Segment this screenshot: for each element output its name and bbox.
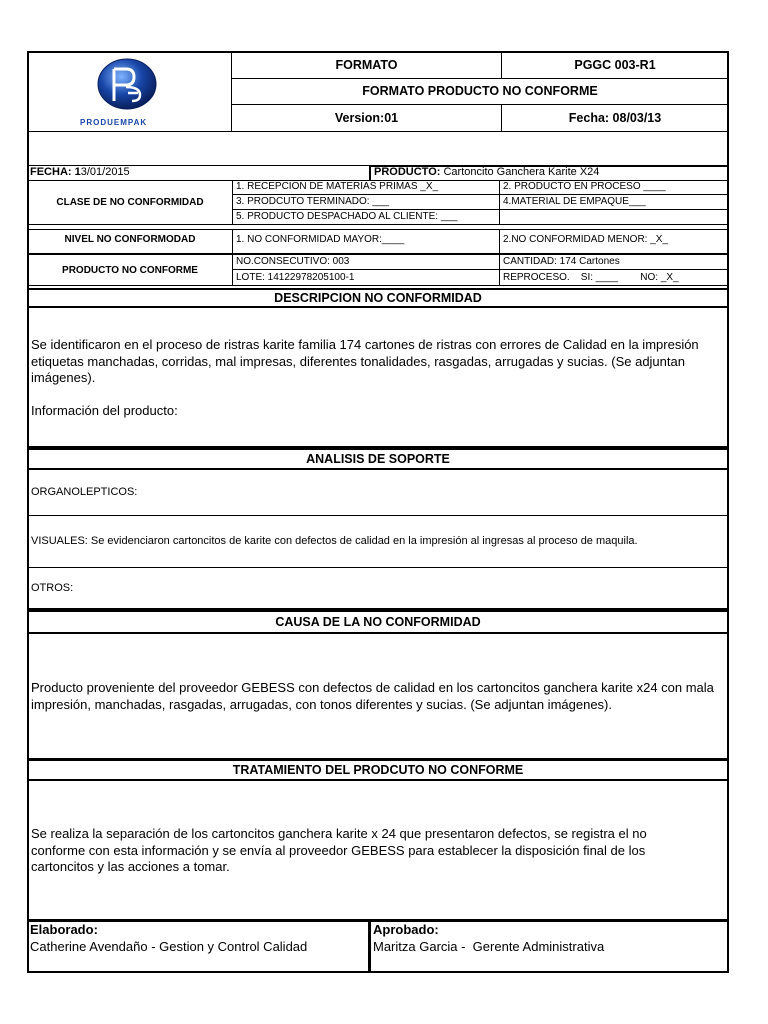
clase-option-2: 2. PRODUCTO EN PROCESO ____ bbox=[503, 181, 666, 192]
descripcion-section bbox=[27, 288, 729, 448]
producto-field bbox=[374, 166, 599, 178]
tratamiento-title: TRATAMIENTO DEL PRODCUTO NO CONFORME bbox=[232, 763, 524, 777]
nivel-mayor: 1. NO CONFORMIDAD MAYOR:____ bbox=[236, 234, 405, 245]
fecha-value: 3/01/2015 bbox=[80, 166, 130, 178]
cantidad: CANTIDAD: 174 Cartones bbox=[503, 256, 620, 267]
logo-cell bbox=[27, 51, 232, 132]
formato-label: FORMATO bbox=[335, 58, 398, 72]
formato-cell bbox=[231, 51, 502, 79]
aprobado-value: Maritza Garcia - Gerente Administrativa bbox=[373, 939, 605, 954]
fecha-header-cell bbox=[501, 104, 729, 132]
document-code: PGGC 003-R1 bbox=[574, 58, 656, 72]
descripcion-info: Información del producto: bbox=[31, 403, 178, 418]
analisis-title: ANALISIS DE SOPORTE bbox=[306, 452, 450, 466]
spacer-row bbox=[27, 131, 729, 166]
organolepticos-label: ORGANOLEPTICOS: bbox=[31, 486, 138, 498]
fecha-label: FECHA: 1 bbox=[30, 166, 81, 178]
descripcion-title: DESCRIPCION NO CONFORMIDAD bbox=[274, 291, 482, 305]
elaborado-label: Elaborado: bbox=[30, 922, 98, 937]
clase-option-4: 4.MATERIAL DE EMPAQUE___ bbox=[503, 196, 646, 207]
causa-section bbox=[27, 610, 729, 760]
reproceso: REPROCESO. SI: ____ NO: _X_ bbox=[503, 272, 679, 283]
consecutivo: NO.CONSECUTIVO: 003 bbox=[236, 256, 350, 267]
producto-label: PRODUCTO: bbox=[374, 166, 441, 178]
visuales-text: VISUALES: Se evidenciaron cartoncitos de karite con defectos de calidad en la impresión al ingresas al proceso de maquila. bbox=[31, 535, 638, 547]
clase-label: CLASE DE NO CONFORMIDAD bbox=[56, 197, 204, 208]
fecha-header-label: Fecha: 08/03/13 bbox=[568, 111, 662, 125]
aprobado-label: Aprobado: bbox=[373, 922, 439, 937]
otros-label: OTROS: bbox=[31, 582, 74, 594]
nivel-menor: 2.NO CONFORMIDAD MENOR: _X_ bbox=[503, 234, 669, 245]
tratamiento-section bbox=[27, 759, 729, 921]
clase-option-5: 5. PRODUCTO DESPACHADO AL CLIENTE: ___ bbox=[236, 211, 458, 222]
company-logo-icon bbox=[92, 57, 162, 119]
logo-text: PRODUEMPAK bbox=[80, 118, 148, 127]
causa-text: Producto proveniente del proveedor GEBESS con defectos de calidad en los cartoncitos ganchera karite x24 con mala impresión, manchadas, rasgadas, arrugadas, con tonos diferentes y sucias. (Se adjuntan imágenes). bbox=[31, 680, 714, 712]
lote: LOTE: 14122978205100-1 bbox=[236, 272, 355, 283]
descripcion-text: Se identificaron en el proceso de ristras karite familia 174 cartones de ristras con errores de Calidad en la impresión etiquetas manchadas, corridas, mal impresas, diferentes tonalidades, rasgadas, arrugadas y sucias. (Se adjuntan imágenes). bbox=[31, 337, 699, 385]
producto-value: Cartoncito Ganchera Karite X24 bbox=[440, 166, 600, 178]
clase-option-3: 3. PRODCUTO TERMINADO: ___ bbox=[236, 196, 389, 207]
tratamiento-text: Se realiza la separación de los cartoncitos ganchera karite x 24 que presentaron defectos, se registra el no conforme con esta información y se envía al proveedor GEBESS para establecer la disposición final de los cartoncitos y las acciones a tomar. bbox=[31, 826, 647, 874]
nivel-label: NIVEL NO CONFORMODAD bbox=[64, 234, 196, 245]
version-cell bbox=[231, 104, 502, 132]
elaborado-value: Catherine Avendaño - Gestion y Control Calidad bbox=[30, 939, 308, 954]
clase-option-1: 1. RECEPCION DE MATERIAS PRIMAS _X_ bbox=[236, 181, 439, 192]
clase-empty-cell bbox=[499, 209, 729, 225]
version-label: Version:01 bbox=[334, 111, 399, 125]
fecha-field bbox=[30, 166, 130, 178]
title-cell bbox=[231, 78, 729, 105]
producto-nc-label: PRODUCTO NO CONFORME bbox=[62, 265, 198, 276]
analisis-section bbox=[27, 448, 729, 610]
document-title: FORMATO PRODUCTO NO CONFORME bbox=[362, 84, 598, 98]
causa-title: CAUSA DE LA NO CONFORMIDAD bbox=[275, 615, 481, 629]
code-cell bbox=[501, 51, 729, 79]
